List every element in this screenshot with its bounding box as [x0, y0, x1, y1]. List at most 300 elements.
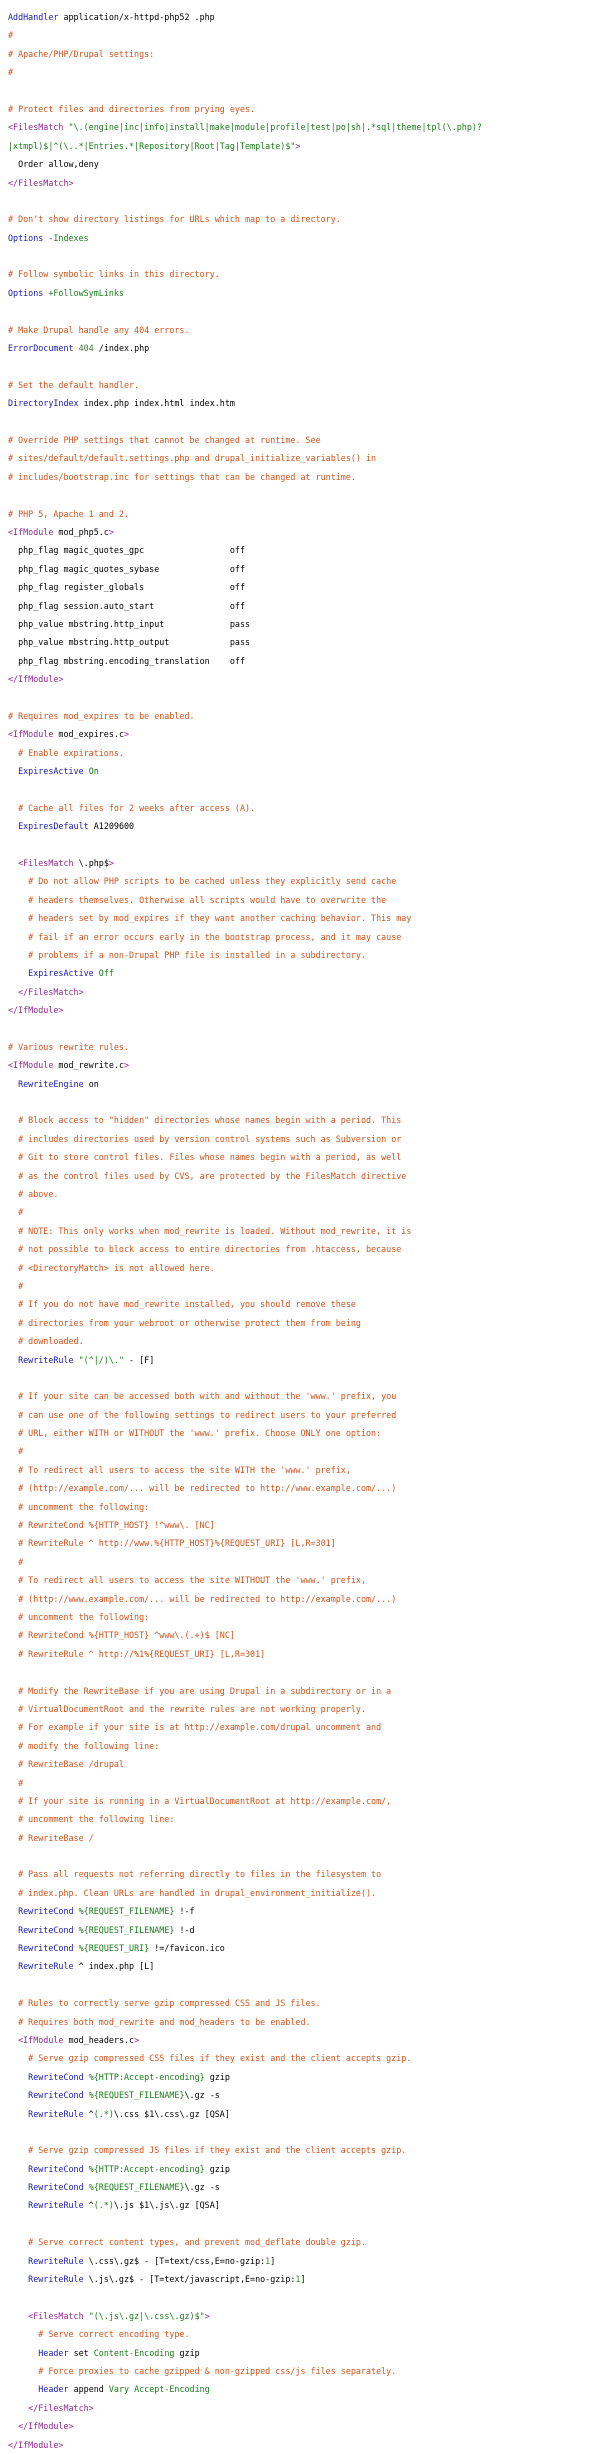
directive-token: Options	[8, 232, 44, 243]
plain-token: ]	[300, 2274, 306, 2285]
code-line	[8, 1590, 600, 1608]
string-token: (.*)	[93, 2108, 114, 2119]
string-token: -Indexes	[48, 232, 89, 243]
code-line	[8, 339, 600, 357]
code-line	[8, 946, 600, 964]
string-token: Off	[98, 968, 114, 979]
comment-token: #	[8, 67, 14, 78]
plain-token: !-d	[174, 1924, 195, 1935]
code-line	[8, 688, 600, 706]
directive-token: RewriteRule	[28, 2255, 84, 2266]
comment-token: # Serve correct content types, and prevent mod_deflate double gzip.	[8, 2237, 366, 2248]
code-line	[8, 1902, 600, 1920]
section-tag-token: </FilesMatch>	[8, 177, 74, 188]
code-line	[8, 1332, 600, 1350]
plain-token	[8, 2072, 28, 2082]
code-line	[8, 2215, 600, 2233]
section-tag-token: <FilesMatch	[18, 857, 74, 868]
code-line	[8, 192, 600, 210]
plain-token: /index.php	[93, 343, 150, 354]
comment-token: # problems if a non-Drupal PHP file is installed in a subdirectory.	[8, 949, 366, 960]
code-line	[8, 670, 600, 688]
code-line	[8, 357, 600, 375]
code-line	[8, 1810, 600, 1828]
plain-token: mod_rewrite.c	[53, 1060, 124, 1071]
plain-token: php_flag register_globals off	[8, 582, 245, 593]
directive-token: RewriteRule	[18, 1961, 74, 1972]
directive-token: RewriteCond	[18, 1906, 74, 1917]
string-token: (.*)	[93, 2200, 114, 2211]
code-line	[8, 1737, 600, 1755]
plain-token: ^	[83, 2200, 94, 2211]
code-line	[8, 1571, 600, 1589]
plain-token: !-f	[174, 1906, 195, 1917]
section-tag-token: <FilesMatch	[8, 122, 64, 133]
string-token: "(^|/)\."	[78, 1354, 124, 1365]
code-line	[8, 2105, 600, 2123]
string-token: |xtmpl)$|^(\..*|Entries.*|Repository|Root|Tag|Template)$"	[8, 140, 296, 151]
code-line	[8, 118, 600, 136]
plain-token	[8, 2403, 28, 2413]
code-line	[8, 744, 600, 762]
plain-token: ^ index.php [L]	[73, 1961, 155, 1972]
code-line	[8, 1755, 600, 1773]
plain-token	[8, 2274, 28, 2284]
comment-token: # directories from your webroot or otherwise protect them from being	[8, 1317, 361, 1328]
code-line	[8, 560, 600, 578]
code-line	[8, 1111, 600, 1129]
plain-token: php_value mbstring.http_output pass	[8, 637, 251, 648]
section-tag-token: <IfModule	[18, 2034, 64, 2045]
code-line	[8, 1534, 600, 1552]
code-line	[8, 1056, 600, 1074]
code-line	[8, 2344, 600, 2362]
comment-token: # Git to store control files. Files whose names begin with a period, as well	[8, 1152, 402, 1163]
code-line	[8, 1424, 600, 1442]
plain-token: set	[68, 2347, 94, 2358]
comment-token: # URL, either WITH or WITHOUT the 'www.' prefix. Choose ONLY one option:	[8, 1428, 382, 1439]
comment-token: # uncomment the following:	[8, 1501, 150, 1512]
plain-token: mod_headers.c	[63, 2034, 135, 2045]
code-line	[8, 45, 600, 63]
code-line	[8, 2031, 600, 2049]
code-line	[8, 1148, 600, 1166]
code-line	[8, 247, 600, 265]
code-line	[8, 2436, 600, 2454]
directive-token: DirectoryIndex	[8, 398, 79, 409]
plain-token	[8, 2348, 38, 2358]
directive-token: RewriteCond	[28, 2163, 84, 2174]
plain-token	[8, 2035, 18, 2045]
code-line	[8, 210, 600, 228]
code-line	[8, 1240, 600, 1258]
code-line	[8, 1498, 600, 1516]
code-line	[8, 1387, 600, 1405]
plain-token	[8, 766, 18, 776]
code-line	[8, 2362, 600, 2380]
code-line	[8, 1865, 600, 1883]
plain-token: on	[83, 1078, 99, 1089]
code-line	[8, 2160, 600, 2178]
string-token: "\.(engine|inc|info|install|make|module|profile|test|po|sh|.*sql|theme|tpl(\.php)?	[68, 122, 482, 133]
code-line	[8, 284, 600, 302]
code-line	[8, 449, 600, 467]
plain-token: index.php index.html index.htm	[78, 398, 235, 409]
comment-token: # Set the default handler.	[8, 379, 140, 390]
plain-token: gzip	[174, 2347, 200, 2358]
plain-token: gzip	[204, 2071, 230, 2082]
plain-token: php_flag magic_quotes_sybase off	[8, 563, 245, 574]
plain-token: !=/favicon.ico	[149, 1943, 225, 1954]
directive-token: RewriteRule	[28, 2108, 84, 2119]
plain-token	[8, 1079, 18, 1089]
section-tag-token: >	[123, 1060, 130, 1071]
code-line	[8, 468, 600, 486]
code-line	[8, 1718, 600, 1736]
section-tag-token: </IfModule>	[18, 2421, 74, 2432]
comment-token: # NOTE: This only works when mod_rewrite is loaded. Without mod_rewrite, it is	[8, 1225, 412, 1236]
plain-token: gzip	[204, 2163, 230, 2174]
code-line	[8, 486, 600, 504]
code-line	[8, 2233, 600, 2251]
code-line	[8, 762, 600, 780]
plain-token: \.js\.gz$ - [T=text/javascript,E=no-gzip:	[83, 2274, 296, 2285]
plain-token	[8, 2164, 28, 2174]
plain-token: \.gz -s	[184, 2090, 220, 2101]
plain-token: php_flag mbstring.encoding_translation off	[8, 655, 245, 666]
number-token: 1	[295, 2274, 301, 2285]
plain-token	[8, 2200, 28, 2210]
comment-token: # Cache all files for 2 weeks after access (A).	[8, 802, 256, 813]
code-line	[8, 2178, 600, 2196]
code-line	[8, 964, 600, 982]
code-line	[8, 1259, 600, 1277]
comment-token: # Apache/PHP/Drupal settings:	[8, 48, 155, 59]
string-token: On	[88, 766, 99, 777]
plain-token	[8, 2384, 38, 2394]
comment-token: #	[8, 1777, 24, 1788]
code-line	[8, 652, 600, 670]
code-line	[8, 1774, 600, 1792]
code-line	[8, 2068, 600, 2086]
comment-token: # Rules to correctly serve gzip compressed CSS and JS files.	[8, 1998, 321, 2009]
comment-token: # headers set by mod_expires if they want another caching behavior. This may	[8, 913, 412, 924]
directive-token: ExpiresActive	[28, 968, 94, 979]
comment-token: # includes directories used by version control systems such as Subversion or	[8, 1133, 402, 1144]
code-line	[8, 137, 600, 155]
comment-token: # VirtualDocumentRoot and the rewrite rules are not working properly.	[8, 1703, 366, 1714]
code-line	[8, 1829, 600, 1847]
code-line	[8, 394, 600, 412]
code-line	[8, 1479, 600, 1497]
comment-token: # Force proxies to cache gzipped & non-gzipped css/js files separately.	[8, 2366, 397, 2376]
plain-token	[8, 2256, 28, 2266]
directive-token: RewriteCond	[18, 1943, 74, 1954]
comment-token: #	[8, 30, 14, 41]
comment-token: # Modify the RewriteBase if you are using Drupal in a subdirectory or in a	[8, 1685, 392, 1696]
section-tag-token: </IfModule>	[8, 1005, 64, 1016]
plain-token: - [F]	[124, 1354, 155, 1365]
code-line	[8, 2086, 600, 2104]
code-line	[8, 229, 600, 247]
code-line	[8, 597, 600, 615]
comment-token: # (http://example.com/... will be redirected to http://www.example.com/...)	[8, 1483, 397, 1494]
string-token: Content-Encoding	[93, 2347, 175, 2358]
comment-token: # RewriteBase /drupal	[8, 1759, 124, 1770]
comment-token: # RewriteBase /	[8, 1832, 94, 1843]
code-line	[8, 431, 600, 449]
comment-token: # not possible to block access to entire directories from .htaccess, because	[8, 1244, 402, 1255]
string-token: %{REQUEST_URI}	[78, 1943, 150, 1954]
code-line	[8, 2325, 600, 2343]
code-line	[8, 1185, 600, 1203]
section-tag-token: <IfModule	[8, 526, 54, 537]
code-line	[8, 26, 600, 44]
section-tag-token: </IfModule>	[8, 674, 64, 685]
code-line	[8, 82, 600, 100]
directive-token: RewriteRule	[28, 2274, 84, 2285]
code-line	[8, 1994, 600, 2012]
code-line	[8, 265, 600, 283]
comment-token: # includes/bootstrap.inc for settings that can be changed at runtime.	[8, 471, 356, 482]
code-line	[8, 817, 600, 835]
code-line	[8, 8, 600, 26]
directive-token: Options	[8, 287, 44, 298]
code-line	[8, 321, 600, 339]
code-line	[8, 615, 600, 633]
string-token: Vary	[108, 2384, 130, 2395]
code-line	[8, 1019, 600, 1037]
string-token: %{REQUEST_FILENAME}	[88, 2090, 185, 2101]
string-token: "(\.js\.gz|\.css\.gz)$"	[88, 2310, 205, 2321]
code-line	[8, 1442, 600, 1460]
directive-token: RewriteCond	[28, 2071, 84, 2082]
directive-token: Header	[38, 2384, 69, 2395]
number-token: 1	[265, 2255, 271, 2266]
section-tag-token: </IfModule>	[8, 2439, 64, 2450]
code-line	[8, 1075, 600, 1093]
plain-token	[8, 987, 18, 997]
code-line	[8, 2196, 600, 2214]
code-line	[8, 2123, 600, 2141]
comment-token: # RewriteCond %{HTTP_HOST} ^www\.(.+)$ [NC]	[8, 1630, 235, 1641]
code-line	[8, 63, 600, 81]
string-token: +FollowSymLinks	[48, 287, 124, 298]
comment-token: #	[8, 1556, 24, 1567]
code-line	[8, 1663, 600, 1681]
comment-token: # PHP 5, Apache 1 and 2.	[8, 508, 130, 519]
code-line	[8, 633, 600, 651]
plain-token: \.php$	[73, 857, 109, 868]
comment-token: # (http://www.example.com/... will be redirected to http://example.com/...)	[8, 1593, 397, 1604]
code-line	[8, 1553, 600, 1571]
comment-token: # <DirectoryMatch> is not allowed here.	[8, 1262, 215, 1273]
code-line	[8, 1847, 600, 1865]
plain-token: mod_expires.c	[53, 729, 124, 740]
comment-token: # Enable expirations.	[8, 747, 124, 758]
code-line	[8, 505, 600, 523]
comment-token: # If your site is running in a VirtualDocumentRoot at http://example.com/,	[8, 1795, 392, 1806]
code-line	[8, 2307, 600, 2325]
plain-token	[8, 968, 28, 978]
code-line	[8, 891, 600, 909]
comment-token: # uncomment the following line:	[8, 1814, 175, 1825]
comment-token: #	[8, 1446, 24, 1457]
comment-token: # Serve gzip compressed CSS files if they exist and the client accepts gzip.	[8, 2053, 412, 2064]
code-line	[8, 155, 600, 173]
comment-token: # To redirect all users to access the site WITHOUT the 'www.' prefix,	[8, 1575, 366, 1586]
comment-token: # RewriteCond %{HTTP_HOST} !^www\. [NC]	[8, 1520, 215, 1531]
comment-token: # For example if your site is at http://example.com/drupal uncomment and	[8, 1722, 382, 1733]
comment-token: # Make Drupal handle any 404 errors.	[8, 324, 190, 335]
comment-token: # can use one of the following settings to redirect users to your preferred	[8, 1409, 397, 1420]
plain-token: ^	[83, 2108, 94, 2119]
code-line	[8, 983, 600, 1001]
string-token: %{HTTP:Accept-encoding}	[88, 2071, 205, 2082]
code-line	[8, 1093, 600, 1111]
comment-token: # downloaded.	[8, 1336, 84, 1347]
comment-token: # modify the following line:	[8, 1740, 160, 1751]
code-line	[8, 1130, 600, 1148]
plain-token	[8, 1943, 18, 1953]
plain-token: php_flag session.auto_start off	[8, 600, 245, 611]
code-line	[8, 2141, 600, 2159]
code-line	[8, 2417, 600, 2435]
code-line	[8, 928, 600, 946]
comment-token: # as the control files used by CVS, are protected by the FilesMatch directive	[8, 1170, 407, 1181]
section-tag-token: >	[134, 2034, 140, 2045]
comment-token: # headers themselves. Otherwise all scripts would have to overwrite the	[8, 894, 387, 905]
plain-token	[8, 821, 18, 831]
code-line	[8, 1608, 600, 1626]
code-line	[8, 1038, 600, 1056]
directive-token: RewriteRule	[28, 2200, 84, 2211]
comment-token: # Do not allow PHP scripts to be cached unless they explicitly send cache	[8, 876, 397, 887]
code-line	[8, 1700, 600, 1718]
code-line	[8, 836, 600, 854]
code-line	[8, 1461, 600, 1479]
code-line	[8, 1277, 600, 1295]
code-line	[8, 1884, 600, 1902]
comment-token: # uncomment the following:	[8, 1611, 150, 1622]
directive-token: RewriteCond	[18, 1924, 74, 1935]
plain-token: Order allow,deny	[8, 159, 99, 170]
section-tag-token: </FilesMatch>	[28, 2402, 94, 2413]
comment-token: # Block access to "hidden" directories whose names begin with a period. This	[8, 1115, 402, 1126]
comment-token: # Protect files and directories from prying eyes.	[8, 103, 256, 114]
code-line	[8, 1001, 600, 1019]
directive-token: ExpiresDefault	[18, 821, 89, 832]
plain-token	[8, 2182, 28, 2192]
code-line	[8, 2380, 600, 2398]
section-tag-token: <IfModule	[8, 729, 54, 740]
code-line	[8, 1921, 600, 1939]
plain-token: mod_php5.c	[53, 526, 109, 537]
section-tag-token: >	[295, 140, 301, 151]
plain-token	[8, 858, 18, 868]
directive-token: RewriteCond	[28, 2090, 84, 2101]
string-token: %{REQUEST_FILENAME}	[78, 1924, 175, 1935]
plain-token	[8, 1961, 18, 1971]
code-line	[8, 523, 600, 541]
section-tag-token: >	[204, 2310, 210, 2321]
comment-token: # Requires both mod_rewrite and mod_headers to be enabled.	[8, 2016, 311, 2027]
plain-token	[8, 2109, 28, 2119]
code-line	[8, 707, 600, 725]
plain-token: \.gz -s	[184, 2182, 220, 2193]
code-line	[8, 1957, 600, 1975]
comment-token: # If your site can be accessed both with and without the 'www.' prefix, you	[8, 1391, 397, 1402]
code-line	[8, 2399, 600, 2417]
comment-token: # Pass all requests not referring directly to files in the filesystem to	[8, 1869, 382, 1880]
section-tag-token: </FilesMatch>	[18, 986, 84, 997]
plain-token	[8, 2090, 28, 2100]
code-line	[8, 2252, 600, 2270]
directive-token: RewriteRule	[18, 1354, 74, 1365]
plain-token	[8, 1906, 18, 1916]
plain-token: application/x-httpd-php52 .php	[58, 12, 215, 22]
string-token: %{HTTP:Accept-encoding}	[88, 2163, 205, 2174]
directive-token: RewriteCond	[28, 2182, 84, 2193]
code-line	[8, 2013, 600, 2031]
code-line	[8, 1645, 600, 1663]
comment-token: # Override PHP settings that cannot be changed at runtime. See	[8, 434, 321, 445]
plain-token	[8, 1355, 18, 1365]
comment-token: # index.php. Clean URLs are handled in drupal_environment_initialize().	[8, 1887, 377, 1898]
directive-token: AddHandler	[8, 12, 59, 22]
plain-token	[8, 2421, 18, 2431]
code-line	[8, 854, 600, 872]
number-token: 404	[78, 343, 94, 354]
code-line	[8, 541, 600, 559]
section-tag-token: >	[108, 857, 114, 868]
plain-token: append	[68, 2384, 109, 2395]
code-line	[8, 1314, 600, 1332]
code-line	[8, 578, 600, 596]
string-token: %{REQUEST_FILENAME}	[88, 2182, 185, 2193]
code-line	[8, 1203, 600, 1221]
plain-token: A1209600	[88, 821, 135, 832]
section-tag-token: <IfModule	[8, 1060, 54, 1071]
comment-token: # RewriteRule ^ http://www.%{HTTP_HOST}%{REQUEST_URI} [L,R=301]	[8, 1538, 336, 1549]
comment-token: # Follow symbolic links in this directory.	[8, 269, 220, 280]
plain-token: \.css\.gz$ - [T=text/css,E=no-gzip:	[83, 2255, 266, 2266]
code-line	[8, 302, 600, 320]
comment-token: # Various rewrite rules.	[8, 1041, 130, 1052]
section-tag-token: <FilesMatch	[28, 2310, 84, 2321]
code-line	[8, 780, 600, 798]
code-line	[8, 1406, 600, 1424]
comment-token: # sites/default/default.settings.php and drupal_initialize_variables() in	[8, 453, 377, 464]
code-line	[8, 413, 600, 431]
plain-token: php_value mbstring.http_input pass	[8, 618, 251, 629]
code-line	[8, 872, 600, 890]
comment-token: # Requires mod_expires to be enabled.	[8, 710, 195, 721]
comment-token: #	[8, 1207, 24, 1218]
code-line	[8, 1167, 600, 1185]
comment-token: # Don't show directory listings for URLs which map to a directory.	[8, 214, 341, 225]
string-token: %{REQUEST_FILENAME}	[78, 1906, 175, 1917]
code-line	[8, 799, 600, 817]
comment-token: # Serve correct encoding type.	[8, 2329, 190, 2340]
directive-token: Header	[38, 2347, 69, 2358]
comment-token: # above.	[8, 1189, 59, 1199]
code-line	[8, 1976, 600, 1994]
code-line	[8, 100, 600, 118]
plain-token: php_flag magic_quotes_gpc off	[8, 545, 245, 556]
comment-token: # RewriteRule ^ http://%1%{REQUEST_URI} [L,R=301]	[8, 1648, 266, 1659]
string-token: Accept-Encoding	[134, 2384, 210, 2395]
